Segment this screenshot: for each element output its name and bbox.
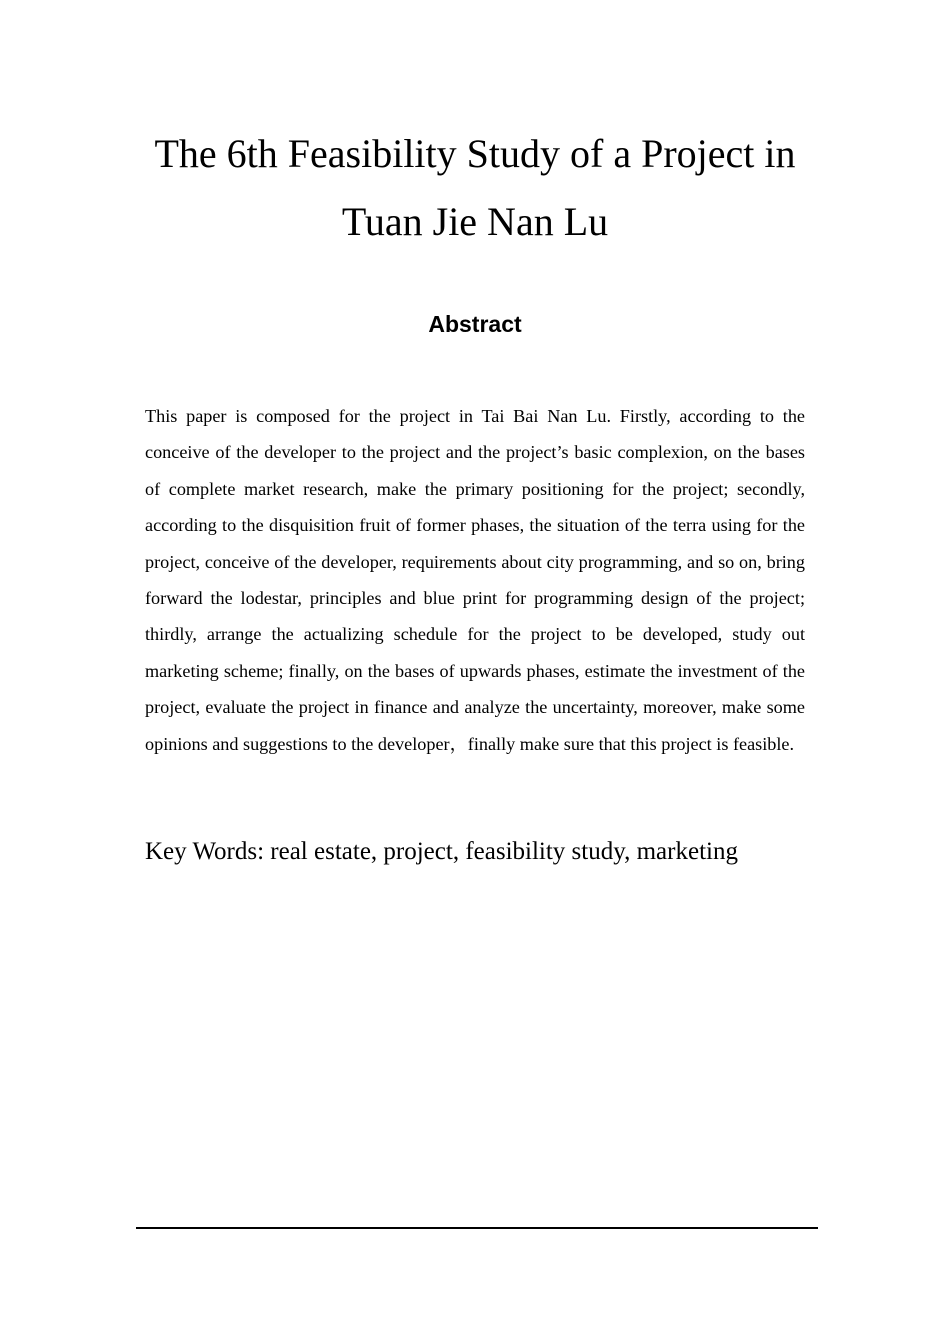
footer-rule — [136, 1227, 818, 1229]
abstract-body: This paper is composed for the project in Tai Bai Nan Lu. Firstly, according to the conceive of the developer to the project and the project’s basic complexion, on the bases of complete market research, make the primary positioning for the project; secondly, according to the disquisition fruit of former phases, the situation of the terra using for the project, conceive of the developer, requirements about city programming, and so on, bring forward the lodestar, principles and blue print for programming design of the project; thirdly, arrange the actualizing schedule for the project to be developed, study out marketing scheme; finally, on the bases of upwards phases, estimate the investment of the project, evaluate the project in finance and analyze the uncertainty, moreover, make some opinions and suggestions to the developer，finally make sure that this project is feasible. — [145, 406, 805, 754]
page-title: The 6th Feasibility Study of a Project in Tuan Jie Nan Lu — [154, 131, 796, 244]
keywords-line: Key Words: real estate, project, feasibility study, marketing — [145, 838, 738, 865]
abstract-heading: Abstract — [428, 311, 522, 337]
